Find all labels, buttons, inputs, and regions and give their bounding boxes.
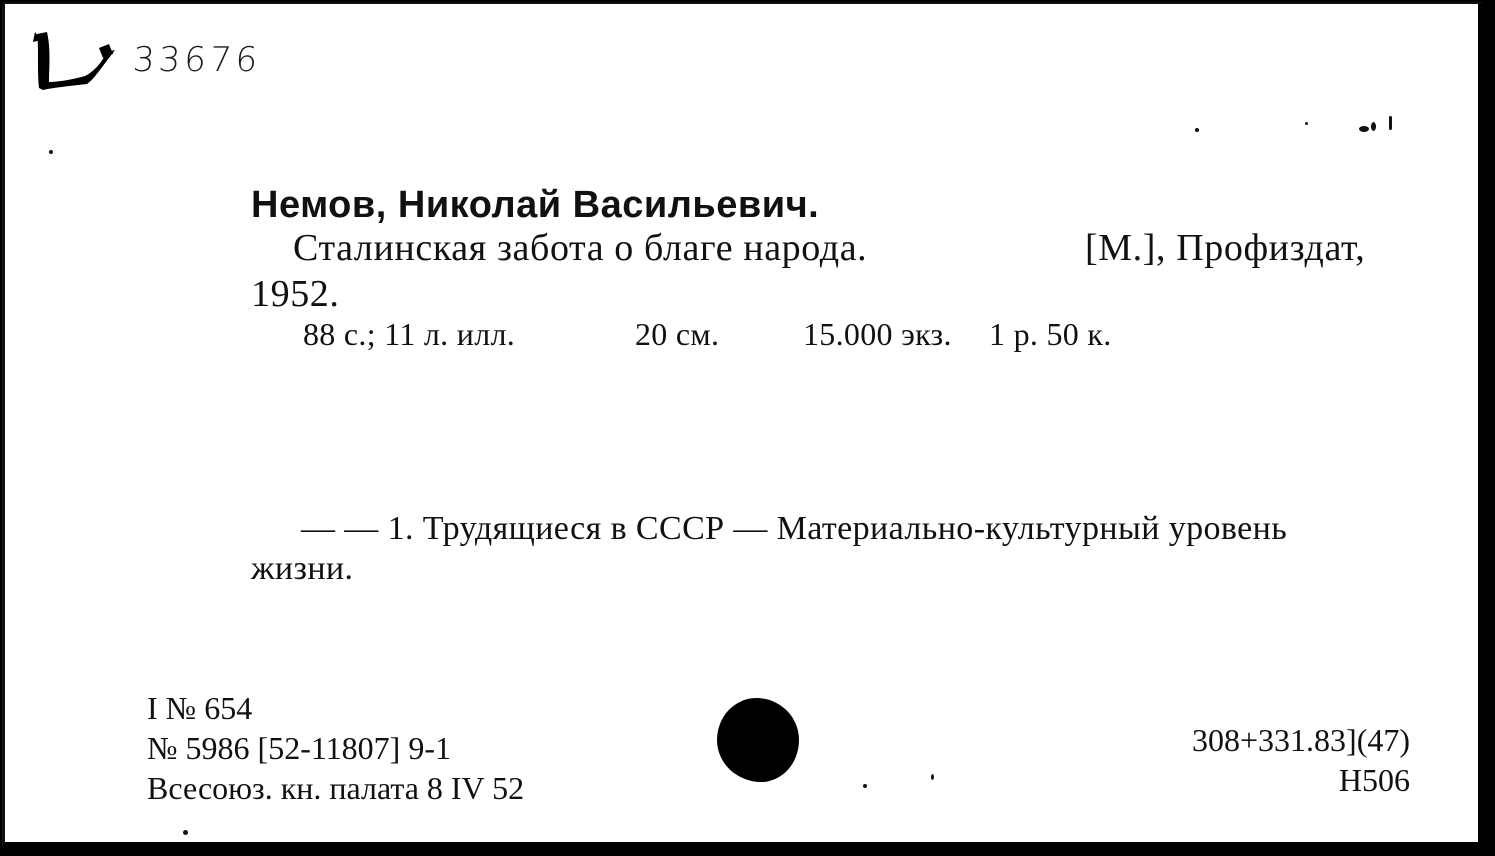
subject-heading-continued: жизни. <box>251 550 354 587</box>
title-line <box>293 226 1423 270</box>
speck <box>1389 116 1392 130</box>
call-number: Н506 <box>1338 762 1410 798</box>
registry-line-2: № 5986 [52-11807] 9-1 <box>147 730 451 766</box>
publisher: [М.], Профиздат, <box>1085 227 1366 269</box>
classification-code: 308+331.83](47) <box>1191 722 1410 758</box>
price: 1 р. 50 к. <box>989 316 1112 352</box>
speck <box>49 150 53 154</box>
speck <box>1359 126 1369 132</box>
publication-year: 1952. <box>251 273 340 315</box>
classification-block <box>1192 720 1410 800</box>
speck <box>931 774 934 780</box>
print-run: 15.000 экз. <box>803 316 952 352</box>
speck <box>1371 122 1376 131</box>
registry-line-1: I № 654 <box>147 690 253 726</box>
speck <box>863 784 867 788</box>
punch-hole <box>717 698 799 782</box>
speck <box>1195 128 1199 132</box>
registry-line-3: Всесоюз. кн. палата 8 IV 52 <box>147 770 525 806</box>
author-heading: Немов, Николай Васильевич. <box>251 184 820 226</box>
book-size: 20 см. <box>635 316 720 352</box>
subject-heading: — — 1. Трудящиеся в СССР — Материально-культурный уровень <box>301 510 1288 547</box>
book-title: Сталинская забота о благе народа. <box>293 227 868 269</box>
catalog-card <box>2 2 1485 848</box>
registry-block <box>147 688 524 808</box>
handwritten-number: 33676 <box>131 40 263 80</box>
speck <box>1305 122 1308 125</box>
speck <box>183 830 188 835</box>
handwritten-mark-icon <box>29 28 119 98</box>
pagination: 88 с.; 11 л. илл. <box>303 316 516 352</box>
